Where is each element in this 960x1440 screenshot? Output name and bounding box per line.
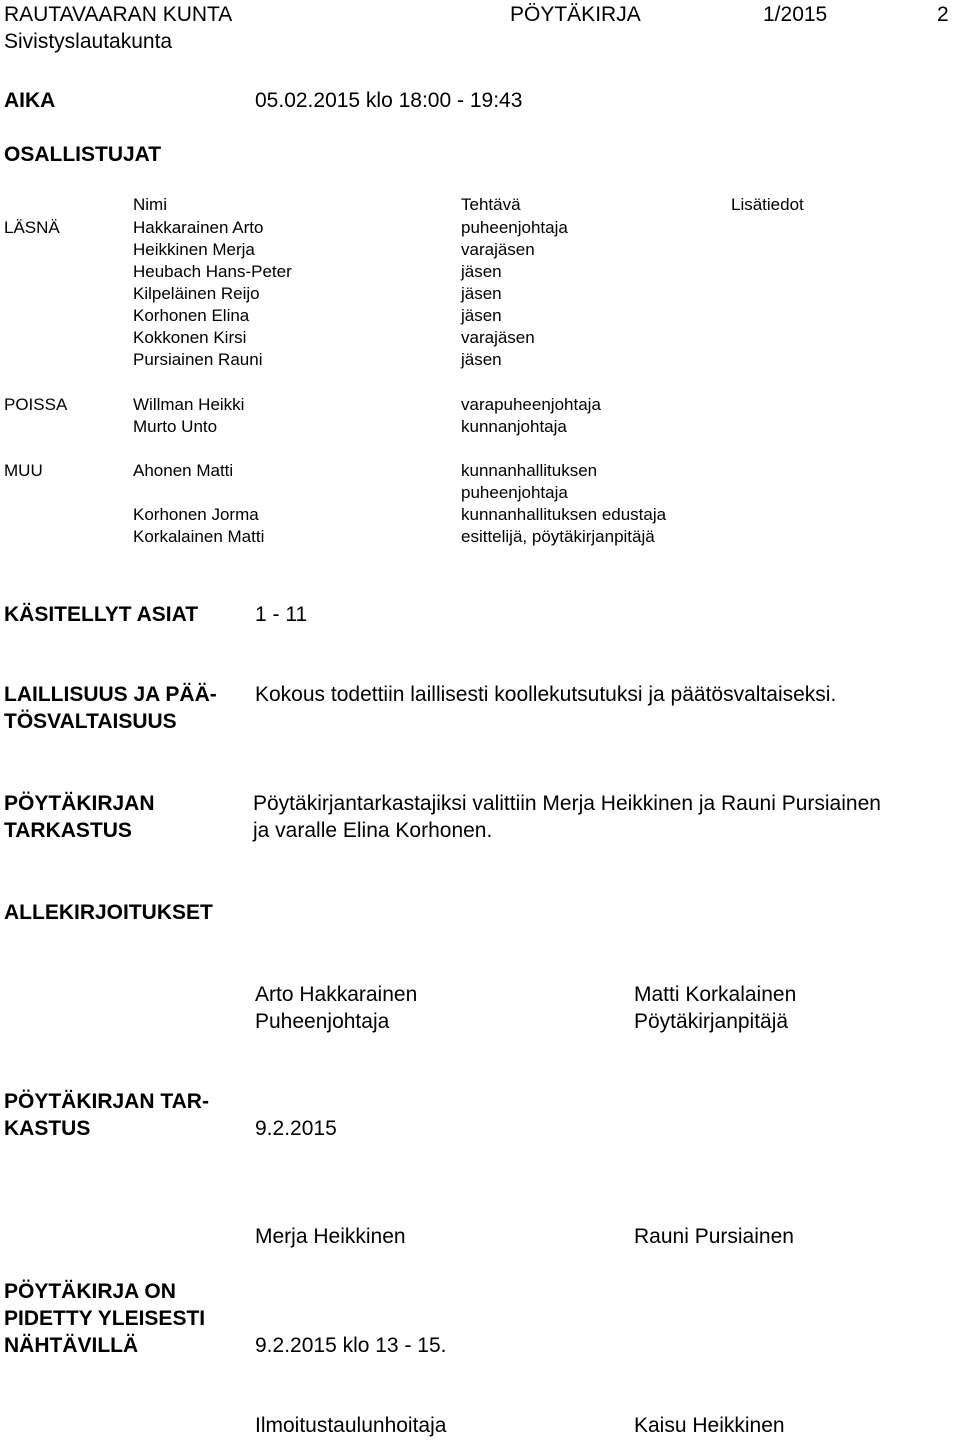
inspector-name: Merja Heikkinen bbox=[255, 1225, 406, 1248]
column-header-role: Tehtävä bbox=[461, 195, 521, 214]
board-name: Sivistyslautakunta bbox=[4, 30, 173, 53]
time-label: AIKA bbox=[4, 89, 56, 112]
public-display-value: 9.2.2015 klo 13 - 15. bbox=[255, 1334, 447, 1357]
review-label-line1: PÖYTÄKIRJAN bbox=[4, 792, 155, 815]
participant-name: Heikkinen Merja bbox=[133, 240, 255, 259]
chair-signature-title: Puheenjohtaja bbox=[255, 1010, 390, 1033]
signatures-label: ALLEKIRJOITUKSET bbox=[4, 901, 213, 924]
notice-board-keeper-label: Ilmoitustaulunhoitaja bbox=[255, 1414, 447, 1437]
participant-role: kunnanhallituksen bbox=[461, 461, 598, 480]
participant-role: jäsen bbox=[461, 284, 502, 303]
review-text-line2: ja varalle Elina Korhonen. bbox=[253, 819, 493, 842]
participant-name: Korhonen Elina bbox=[133, 306, 250, 325]
legality-text: Kokous todettiin laillisesti koollekutsutuksi ja päätösvaltaiseksi. bbox=[255, 683, 837, 706]
inspector-name: Rauni Pursiainen bbox=[634, 1225, 794, 1248]
participant-role: kunnanjohtaja bbox=[461, 417, 567, 436]
column-header-name: Nimi bbox=[133, 195, 167, 214]
participant-name: Korhonen Jorma bbox=[133, 505, 259, 524]
participant-name: Willman Heikki bbox=[133, 395, 245, 414]
present-label: LÄSNÄ bbox=[4, 218, 60, 237]
participant-name: Kokkonen Kirsi bbox=[133, 328, 247, 347]
notice-board-keeper-name: Kaisu Heikkinen bbox=[634, 1414, 785, 1437]
handled-items-value: 1 - 11 bbox=[255, 603, 308, 626]
participant-name: Kilpeläinen Reijo bbox=[133, 284, 260, 303]
municipality-name: RAUTAVAARAN KUNTA bbox=[4, 3, 233, 26]
participant-role: esittelijä, pöytäkirjanpitäjä bbox=[461, 527, 655, 546]
participant-role: jäsen bbox=[461, 262, 502, 281]
secretary-signature-title: Pöytäkirjanpitäjä bbox=[634, 1010, 789, 1033]
participant-role-continued: puheenjohtaja bbox=[461, 483, 568, 502]
public-label-line1: PÖYTÄKIRJA ON bbox=[4, 1280, 176, 1303]
absent-label: POISSA bbox=[4, 395, 68, 414]
participant-name: Pursiainen Rauni bbox=[133, 350, 263, 369]
legality-label-line2: TÖSVALTAISUUS bbox=[4, 710, 177, 733]
chair-signature-name: Arto Hakkarainen bbox=[255, 983, 418, 1006]
participant-role: varajäsen bbox=[461, 240, 535, 259]
participant-name: Murto Unto bbox=[133, 417, 218, 436]
review-label-line2: TARKASTUS bbox=[4, 819, 132, 842]
participant-name: Hakkarainen Arto bbox=[133, 218, 264, 237]
participants-title: OSALLISTUJAT bbox=[4, 143, 162, 166]
public-label-line3: NÄHTÄVILLÄ bbox=[4, 1334, 139, 1357]
participant-name: Ahonen Matti bbox=[133, 461, 234, 480]
inspection-date: 9.2.2015 bbox=[255, 1117, 337, 1140]
inspection-label-line1: PÖYTÄKIRJAN TAR- bbox=[4, 1090, 209, 1113]
participant-role: puheenjohtaja bbox=[461, 218, 568, 237]
other-label: MUU bbox=[4, 461, 43, 480]
participant-role: jäsen bbox=[461, 306, 502, 325]
participant-name: Korkalainen Matti bbox=[133, 527, 265, 546]
handled-items-label: KÄSITELLYT ASIAT bbox=[4, 603, 199, 626]
legality-label-line1: LAILLISUUS JA PÄÄ- bbox=[4, 683, 217, 706]
participant-role: kunnanhallituksen edustaja bbox=[461, 505, 667, 524]
secretary-signature-name: Matti Korkalainen bbox=[634, 983, 797, 1006]
review-text-line1: Pöytäkirjantarkastajiksi valittiin Merja Heikkinen ja Rauni Pursiainen bbox=[253, 792, 881, 815]
participant-role: varapuheenjohtaja bbox=[461, 395, 601, 414]
participant-name: Heubach Hans-Peter bbox=[133, 262, 292, 281]
participant-role: varajäsen bbox=[461, 328, 535, 347]
participant-role: jäsen bbox=[461, 350, 502, 369]
document-number: 1/2015 bbox=[763, 3, 828, 26]
page-number: 2 bbox=[937, 3, 949, 26]
inspection-label-line2: KASTUS bbox=[4, 1117, 91, 1140]
public-label-line2: PIDETTY YLEISESTI bbox=[4, 1307, 206, 1330]
document-type: PÖYTÄKIRJA bbox=[510, 3, 641, 26]
time-value: 05.02.2015 klo 18:00 - 19:43 bbox=[255, 89, 523, 112]
column-header-info: Lisätiedot bbox=[731, 195, 804, 214]
